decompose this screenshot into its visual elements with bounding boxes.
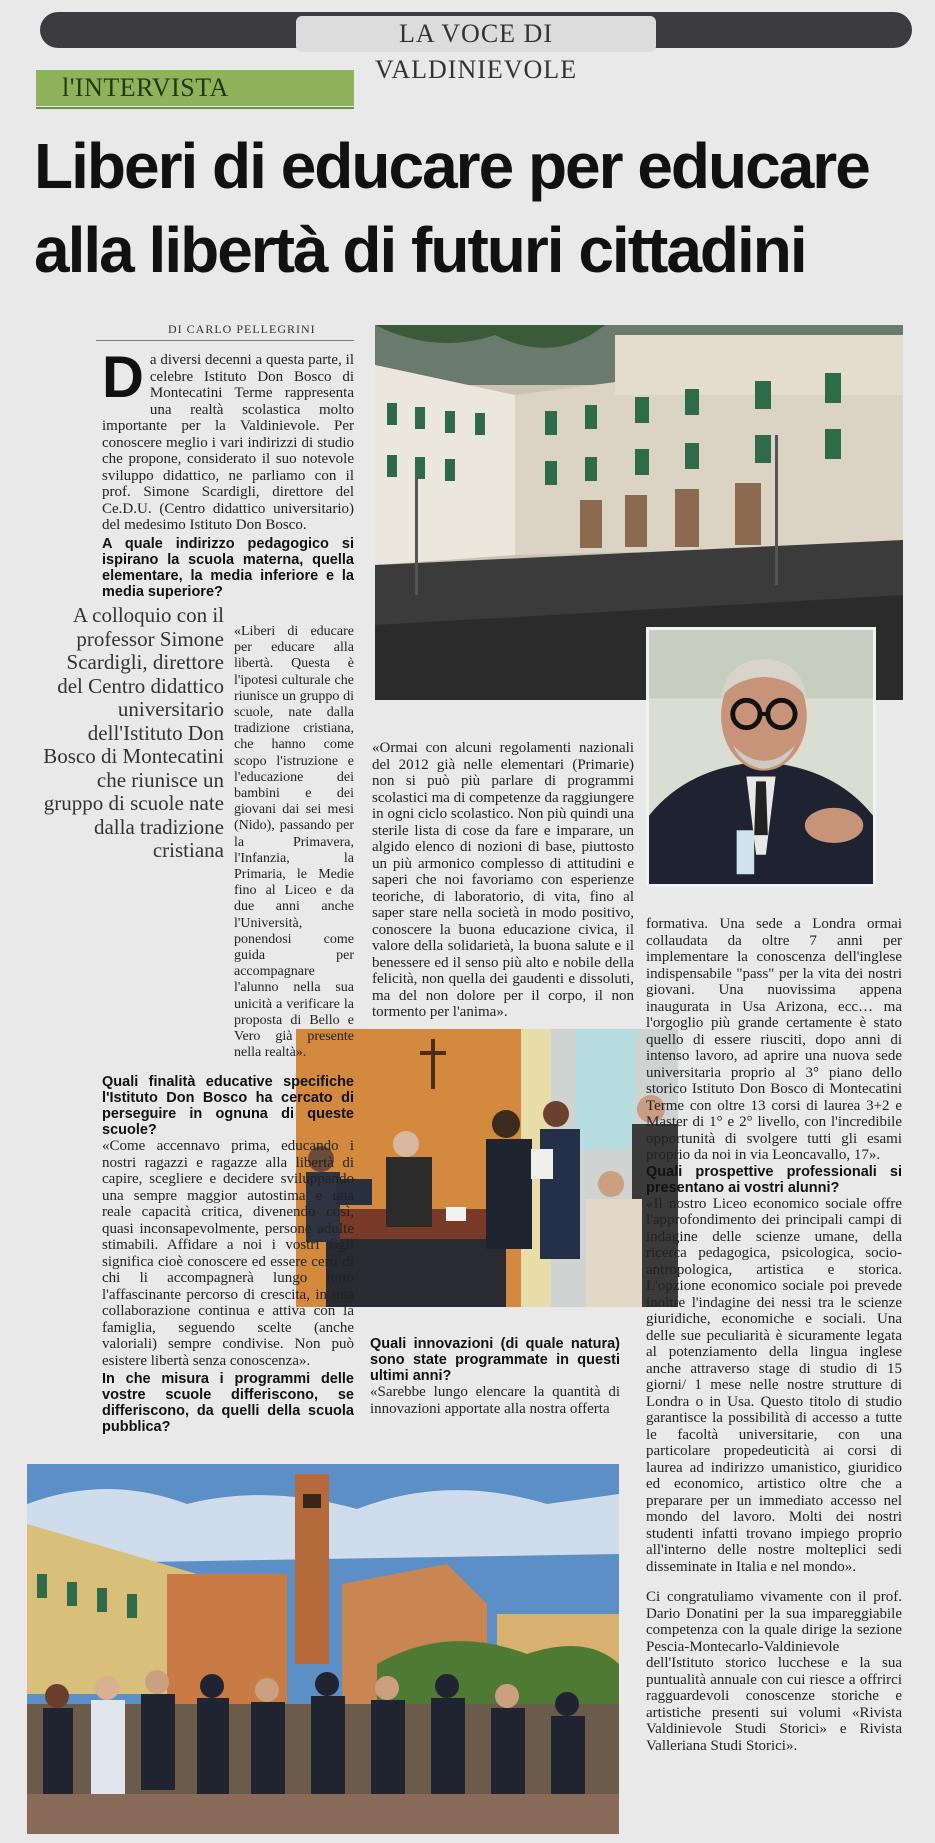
question-4: Quali innovazioni (di quale natura) sono state programmate in questi ultimi anni? — [370, 1336, 620, 1384]
article-column-1-top — [102, 345, 354, 600]
article-column-2-bottom — [370, 1336, 620, 1417]
masthead-title: LA VOCE DI VALDINIEVOLE — [296, 16, 656, 52]
drop-cap: D — [102, 345, 144, 410]
article-column-1-bottom — [102, 1074, 354, 1435]
question-2: Quali finalità educative specifiche l'Istituto Don Bosco ha cercato di perseguire in ognuna di queste scuole? — [102, 1074, 354, 1138]
pull-quote: A colloquio con il professor Simone Scardigli, direttore del Centro didattico universitario dell'Istituto Don Bosco di Montecatini che riunisce un gruppo di scuole nate dalla tradizione cristiana — [43, 603, 224, 862]
article-column-2-top — [372, 740, 634, 1021]
article-column-3 — [646, 916, 902, 1754]
answer-3: «Ormai con alcuni regolamenti nazionali del 2012 già nelle elementari (Primarie) non si può più parlare di programmi scolastici ma di competenze da raggiungere in ogni ciclo scolastico. Non più quindi una sterile lista di cose da fare e imparare, un algido elenco di nozioni di base, piuttosto un più armonico complesso di attitudini e saperi che noi favoriamo con esperienze teoriche, di laboratorio, di vita, fino al saper stare nella società in modo positivo, conoscere la buona educazione civica, il valore della solidarietà, la buona salute e il benessere ed il senso più alto e nobile della felicità, non quella dei gaudenti e dissoluti, ma del non dolore per il corpo, il non tormento per l'anima». — [372, 740, 634, 1020]
question-5: Quali prospettive professionali si presentano ai vostri alunni? — [646, 1163, 902, 1196]
byline-rule — [96, 340, 354, 341]
headline-line-1: Liberi di educare per educare — [34, 130, 869, 202]
section-label: l'INTERVISTA — [36, 70, 354, 106]
headline — [34, 124, 924, 292]
answer-1: «Liberi di educare per educare alla libertà. Questa è l'ipotesi culturale che riunisce un gruppo di scuole, nate dalla tradizione cristiana, che hanno come scopo l'istruzione e l'educazione dei bambini e dei giovani dai sei mesi (Nido), passando per la Primavera, l'Infanzia, la Primaria, le Medie fino al Liceo e da due anni anche l'Università, ponendosi come guida per accompagnare l'alunno nella sua unicità a verificare la proposta di Bello e Vero già presente nella realtà». — [234, 624, 354, 1061]
headline-line-2: alla libertà di futuri cittadini — [34, 214, 806, 286]
director-portrait-photo — [646, 627, 876, 887]
article-column-1-narrow — [234, 624, 354, 1061]
column-3-continuation: formativa. Una sede a Londra ormai collaudata da oltre 7 anni per implementare la conoscenza dell'inglese indispensabile "pass" per la vita dei nostri giovani. Una nuovissima appena inaugurata in Usa Arizona, ecc… ma l'orgoglio più grande certamente è stato quello di essere riusciti, dopo anni di intenso lavoro, ad aprire una nuova sede universitaria proprio al 3° piano dello storico Istituto Don Bosco di Montecatini Terme con oltre 13 corsi di laurea 3+2 e Master di 1° e 2° livello, con l'incredibile opportunità di svolgere tutti gli esami proprio da noi in via Leoncavallo, 17». — [646, 916, 902, 1163]
intro-paragraph: a diversi decenni a questa parte, il celebre Istituto Don Bosco di Montecatini Terme rappresenta una realtà scolastica molto importante per la Valdinievole. Per conoscere meglio i vari indirizzi di studio che propone, considerato il suo notevole sviluppo didattico, ne parliamo con il prof. Simone Scardigli, direttore del Ce.D.U. (Centro didattico universitario) del medesimo Istituto Don Bosco. — [102, 352, 354, 533]
question-3: In che misura i programmi delle vostre scuole differiscono, se differiscono, da quelli della scuola pubblica? — [102, 1371, 354, 1435]
answer-2: «Come accennavo prima, educando i nostri ragazzi e ragazze alla libertà di capire, scegliere e decidere sviluppando una sempre maggior autostima e una reale capacità critica, divenendo così, quasi inconsapevolmente, persone adulte stimabili. Affidare a noi i vostri figli significa cioè conoscere ed essere certi di chi li accompagnerà lungo tutto l'affascinante percorso di crescita, in una collaborazione continua e attiva con la famiglia, seguendo scelte (anche valoriali) sempre condivise. Non può esistere libertà senza conoscenza». — [102, 1138, 354, 1369]
closing-paragraph: Ci congratuliamo vivamente con il prof. Dario Donatini per la sua impareggiabile competenza con la quale dirige la sezione Pescia-Montecarlo-Valdinievole dell'Istituto storico lucchese e la sua puntualità annuale con cui riesce a offrirci ragguardevoli conoscenze storiche e artistiche presenti sui volumi «Rivista Valdinievole Studi Storici» e Rivista Valleriana Studi Storici». — [646, 1589, 902, 1754]
outdoor-students-photo — [27, 1464, 619, 1834]
byline: DI CARLO PELLEGRINI — [168, 322, 316, 336]
answer-5: «Il nostro Liceo economico sociale offre l'approfondimento dei principali campi di indagine delle scienze umane, della ricerca pedagogica, psicologica, socio-antropologica, artistica e storica. L'opzione economico sociale poi prevede inoltre l'indagine dei nessi tra le scienze giuridiche, economiche e sociali. Una delle sue peculiarità è sicuramente legata al potenziamento della lingua inglese anche attraverso stage di studio di 15 giorni/ 1 mese nelle nostre strutture di Londra o in Usa. Questo titolo di studio garantisce la possibilità di accesso a tutte le facoltà universitarie, con una particolare propedeuticità ai corsi di laurea ad indirizzo umanistico, giuridico ed economico, artistico oltre che a preparare per un immediato accesso nel mondo del lavoro. Molti dei nostri studenti infatti trovano impiego proprio all'interno delle nostre molteplici sedi disseminate in Italia e nel mondo». — [646, 1195, 902, 1575]
answer-4: «Sarebbe lungo elencare la quantità di innovazioni apportate alla nostra offerta — [370, 1384, 620, 1417]
question-1: A quale indirizzo pedagogico si ispirano la scuola materna, quella elementare, la media inferiore e la media superiore? — [102, 535, 354, 600]
section-rule — [36, 107, 354, 109]
